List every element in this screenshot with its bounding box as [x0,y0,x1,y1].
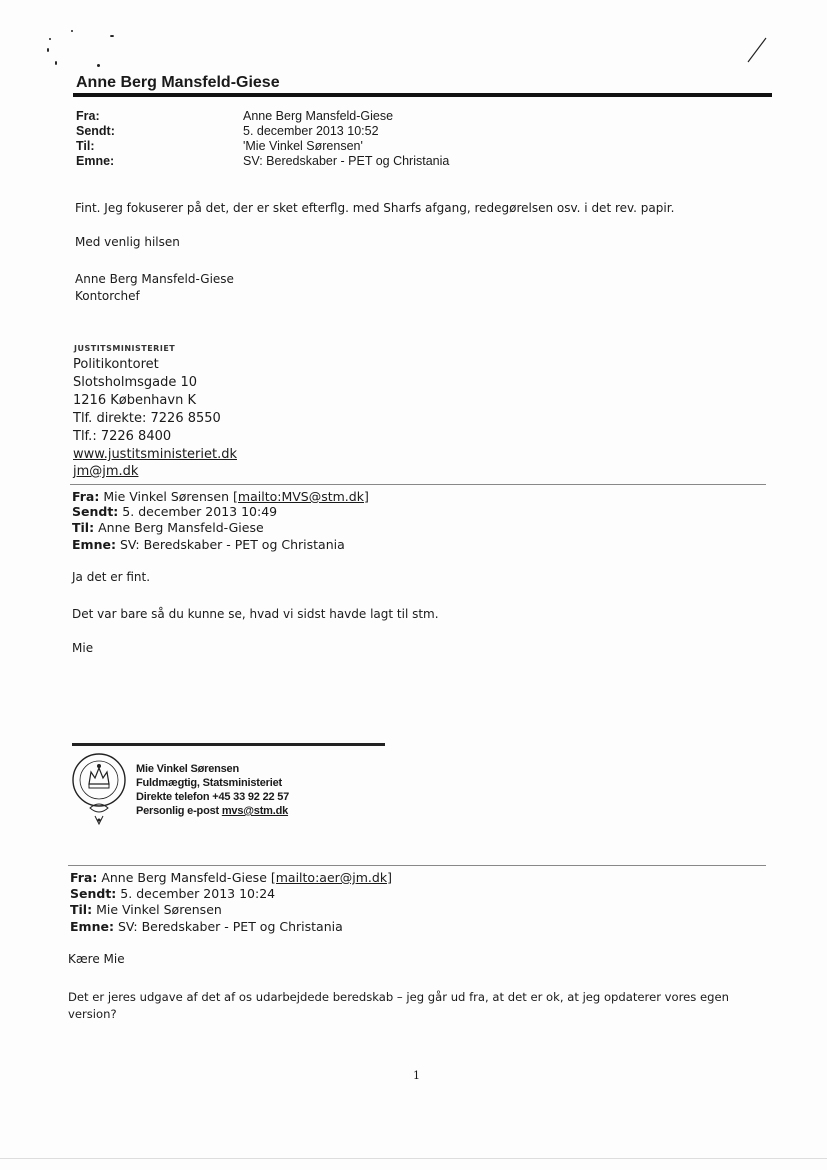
scan-edge [0,1158,827,1159]
message3-mailto-link[interactable]: [mailto:aer@jm.dk] [270,870,392,885]
message3-sent [70,885,275,902]
message3-sent-value: 5. december 2013 10:24 [120,886,276,901]
header-subject-label: Emne: [76,154,115,168]
scan-speck [71,30,73,32]
message2-line1: Ja det er fint. [72,570,151,584]
message2-sent-label: Sendt: [72,504,119,519]
message1-sender-title: Kontorchef [75,289,140,303]
message2-subject-label: Emne: [72,537,116,552]
message2-to-value: Anne Berg Mansfeld-Giese [98,520,264,535]
header-from-value: Anne Berg Mansfeld-Giese [243,109,394,123]
sig-office: Politikontoret [73,357,159,372]
message3-to-label: Til: [70,902,93,917]
page-number: 1 [413,1069,420,1082]
message2-to [72,519,264,536]
message3-subject-value: SV: Beredskaber - PET og Christania [117,919,343,934]
header-to-label: Til: [76,139,95,153]
scan-speck [97,64,100,67]
message2-subject-value: SV: Beredskaber - PET og Christania [119,537,345,552]
scan-speck [49,38,51,40]
message2-line2: Det var bare så du kunne se, hvad vi sidst havde lagt til stm. [72,607,439,621]
statsministeriet-seal-icon [68,750,130,828]
sig-website-link[interactable]: www.justitsministeriet.dk [73,447,237,462]
header-from-label: Fra: [76,109,100,123]
message2-line3: Mie [72,641,94,655]
message3-sent-label: Sendt: [70,886,117,901]
message3-subject-label: Emne: [70,919,114,934]
message3-to [70,901,222,918]
document-title: Anne Berg Mansfeld-Giese [76,74,280,91]
message2-to-label: Til: [72,520,95,535]
message2-mailto-link[interactable]: [mailto:MVS@stm.dk] [233,489,369,504]
scan-speck [110,35,114,37]
message3-to-value: Mie Vinkel Sørensen [96,902,222,917]
message3-body-line2: version? [68,1007,117,1021]
header-subject-value: SV: Beredskaber - PET og Christania [243,154,450,168]
sig2-email-row [136,804,288,818]
pen-mark-icon [745,36,769,64]
sig-city: 1216 København K [73,393,196,408]
sig2-title: Fuldmægtig, Statsministeriet [136,777,282,789]
message3-greeting: Kære Mie [68,952,125,966]
scan-speck [47,48,49,52]
message3-from [70,869,392,886]
message2-sent-value: 5. december 2013 10:49 [122,504,278,519]
message2-from-value: Mie Vinkel Sørensen [103,489,230,504]
message2-from-label: Fra: [72,489,100,504]
message1-closing: Med venlig hilsen [75,235,180,249]
scan-speck [55,61,57,65]
header-sent-value: 5. december 2013 10:52 [243,124,379,138]
sig-phone-main: Tlf.: 7226 8400 [73,429,172,444]
sig2-email-link[interactable]: mvs@stm.dk [221,805,289,817]
message3-body-line1: Det er jeres udgave af det af os udarbejdede beredskab – jeg går ud fra, at det er ok, at jeg opdaterer vores egen [68,990,729,1004]
message1-sender-name: Anne Berg Mansfeld-Giese [75,272,234,286]
ministry-logo: JUSTITSMINISTERIET [74,344,176,353]
sig-phone-direct: Tlf. direkte: 7226 8550 [73,411,221,426]
message3-subject [70,918,343,935]
sig2-phone: Direkte telefon +45 33 92 22 57 [136,791,290,803]
message3-from-value: Anne Berg Mansfeld-Giese [101,870,267,885]
sig-street: Slotsholmsgade 10 [73,375,198,390]
message-divider [68,865,766,866]
message-divider [70,484,766,485]
message2-subject [72,536,345,553]
sig2-name: Mie Vinkel Sørensen [136,763,239,775]
sig2-email-label: Personlig e-post [136,805,219,817]
message2-sent [72,503,277,520]
sig-email-link[interactable]: jm@jm.dk [73,464,139,479]
header-sent-label: Sendt: [76,124,115,138]
signature-rule [72,743,385,746]
title-rule [73,93,772,97]
message1-body: Fint. Jeg fokuserer på det, der er sket efterflg. med Sharfs afgang, redegørelsen osv. i det rev. papir. [75,201,675,215]
message3-from-label: Fra: [70,870,98,885]
header-to-value: 'Mie Vinkel Sørensen' [243,139,363,153]
